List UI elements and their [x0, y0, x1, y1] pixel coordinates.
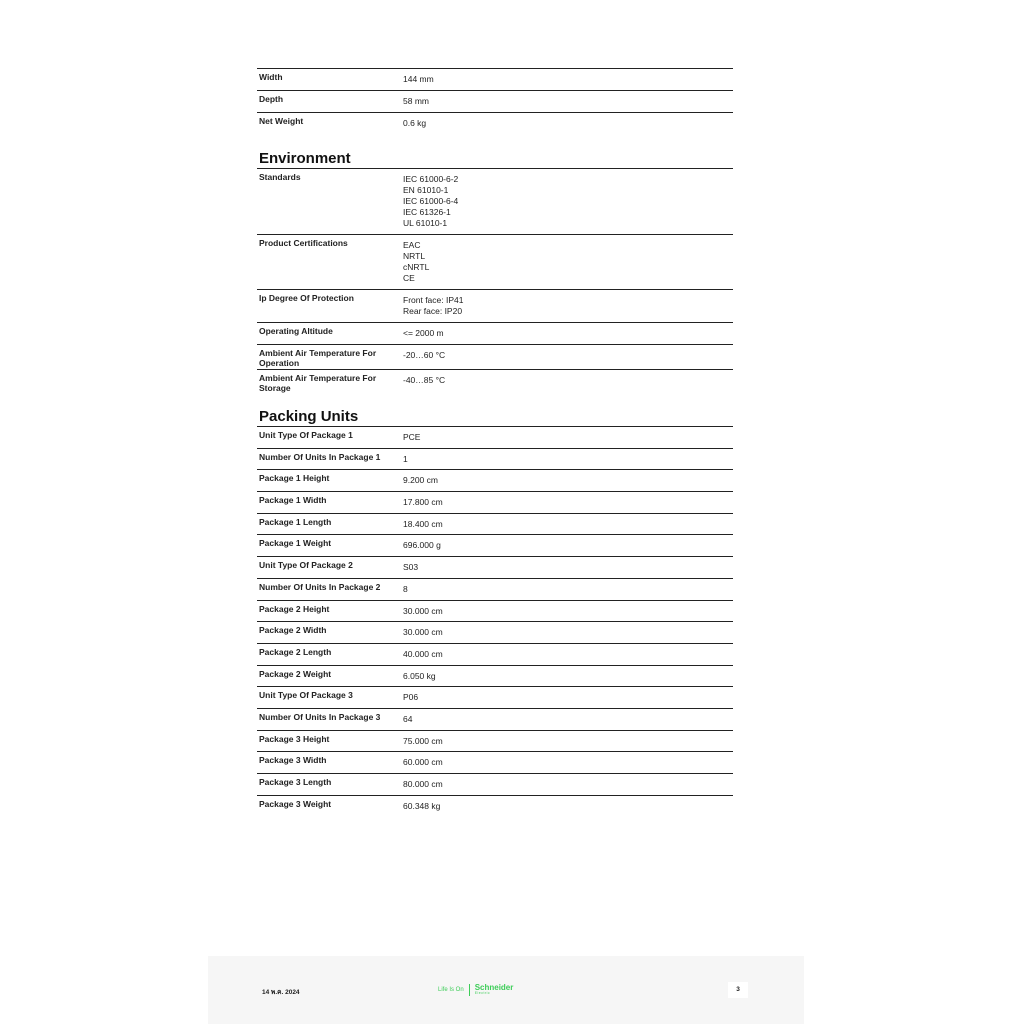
- spec-row: [257, 534, 733, 556]
- spec-value-line: PCE: [403, 432, 421, 442]
- spec-row: [257, 289, 733, 322]
- spec-label: Ambient Air Temperature For Storage: [259, 373, 377, 393]
- spec-value-line: cNRTL: [403, 262, 430, 272]
- spec-value: [403, 518, 733, 530]
- spec-value: [403, 294, 733, 317]
- spec-value-line: -20…60 °C: [403, 350, 446, 360]
- spec-row: [257, 751, 733, 773]
- spec-value: [403, 496, 733, 508]
- page-number: 3: [728, 982, 748, 998]
- spec-value: [403, 349, 733, 361]
- spec-value: [403, 626, 733, 638]
- spec-row: [257, 773, 733, 795]
- spec-value-line: IEC 61000-6-4: [403, 196, 459, 206]
- spec-value: [403, 173, 733, 229]
- spec-label: Operating Altitude: [259, 326, 333, 336]
- spec-value-line: Front face: IP41: [403, 295, 464, 305]
- spec-value-line: NRTL: [403, 251, 426, 261]
- spec-value-line: <= 2000 m: [403, 328, 444, 338]
- spec-value: [403, 474, 733, 486]
- dimensions-table: [257, 68, 733, 134]
- spec-row: [257, 68, 733, 90]
- spec-label: Product Certifications: [259, 238, 348, 248]
- spec-row: [257, 708, 733, 730]
- spec-value: [403, 691, 733, 703]
- spec-value: [403, 800, 733, 812]
- spec-label: Package 1 Height: [259, 473, 330, 484]
- spec-row: [257, 469, 733, 491]
- spec-value: [403, 605, 733, 617]
- spec-value-line: 30.000 cm: [403, 627, 443, 638]
- spec-label: Number Of Units In Package 2: [259, 581, 381, 592]
- spec-label: Package 1 Length: [259, 516, 332, 527]
- spec-value: [403, 431, 733, 443]
- spec-value-line: 30.000 cm: [403, 605, 443, 616]
- spec-value-line: 0.6 kg: [403, 118, 427, 128]
- spec-value-line: 6.050 kg: [403, 670, 436, 681]
- spec-value: [403, 778, 733, 790]
- spec-label: Package 1 Weight: [259, 538, 332, 549]
- spec-value-line: 1: [403, 453, 408, 464]
- spec-row: [257, 556, 733, 578]
- spec-label: Unit Type Of Package 3: [259, 690, 353, 701]
- spec-value-line: 60.000 cm: [403, 757, 443, 768]
- spec-label: Net Weight: [259, 116, 304, 126]
- spec-value: [403, 648, 733, 660]
- spec-value-line: UL 61010-1: [403, 218, 448, 228]
- spec-row: [257, 344, 733, 369]
- spec-value: [403, 670, 733, 682]
- spec-value-line: 80.000 cm: [403, 779, 443, 789]
- spec-row: [257, 234, 733, 289]
- spec-row: [257, 369, 733, 393]
- spec-row: [257, 322, 733, 344]
- spec-value: [403, 561, 733, 573]
- spec-value-line: IEC 61000-6-2: [403, 174, 459, 184]
- spec-row: [257, 426, 733, 448]
- spec-value-line: 17.800 cm: [403, 497, 443, 508]
- spec-label: Package 2 Length: [259, 646, 332, 657]
- spec-value-line: 696.000 g: [403, 540, 441, 551]
- spec-value: [403, 95, 733, 107]
- logo-sub: Electric: [474, 991, 491, 996]
- spec-value: [403, 327, 733, 339]
- schneider-logo: [475, 984, 514, 996]
- page-footer: [208, 956, 804, 1024]
- spec-row: [257, 513, 733, 535]
- spec-value-line: 60.348 kg: [403, 800, 441, 811]
- logo-name: Schneider: [474, 983, 514, 993]
- spec-value-line: EAC: [403, 240, 421, 250]
- spec-value: [403, 117, 733, 129]
- spec-value-line: 64: [403, 713, 413, 724]
- spec-value: [403, 735, 733, 747]
- footer-date: 14 พ.ค. 2024: [262, 989, 300, 996]
- packing-units-table: [257, 426, 733, 816]
- spec-label: Package 3 Weight: [259, 798, 332, 809]
- spec-label: Number Of Units In Package 1: [259, 451, 381, 462]
- spec-row: [257, 643, 733, 665]
- section-title-environment: Environment: [259, 150, 351, 167]
- spec-label: Package 3 Height: [259, 733, 330, 744]
- spec-label: Package 2 Width: [259, 625, 327, 636]
- spec-label: Package 2 Weight: [259, 668, 332, 679]
- spec-value-line: IEC 61326-1: [403, 207, 451, 217]
- spec-label: Unit Type Of Package 2: [259, 560, 353, 571]
- spec-label: Width: [259, 72, 283, 82]
- spec-value: [403, 713, 733, 725]
- section-title-packing-units: Packing Units: [259, 408, 359, 425]
- spec-label: Ambient Air Temperature For Operation: [259, 348, 377, 368]
- spec-row: [257, 90, 733, 112]
- spec-value-line: 40.000 cm: [403, 648, 443, 659]
- spec-row: [257, 730, 733, 752]
- spec-label: Package 3 Width: [259, 755, 327, 766]
- spec-value: [403, 539, 733, 551]
- spec-row: [257, 578, 733, 600]
- spec-label: Package 2 Height: [259, 603, 330, 614]
- spec-row: [257, 168, 733, 234]
- spec-row: [257, 600, 733, 622]
- spec-value-line: EN 61010-1: [403, 185, 449, 195]
- spec-value: [403, 374, 733, 386]
- spec-row: [257, 665, 733, 687]
- spec-value-line: 9.200 cm: [403, 475, 438, 486]
- spec-row: [257, 448, 733, 470]
- spec-label: Depth: [259, 94, 284, 104]
- spec-label: Unit Type Of Package 1: [259, 430, 353, 440]
- spec-value: [403, 756, 733, 768]
- spec-label: Package 3 Length: [259, 777, 332, 787]
- spec-value-line: S03: [403, 562, 419, 573]
- spec-value-line: Rear face: IP20: [403, 306, 463, 316]
- spec-value-line: -40…85 °C: [403, 375, 446, 385]
- spec-value: [403, 239, 733, 284]
- spec-value-line: 75.000 cm: [403, 735, 443, 746]
- spec-sheet: [257, 68, 733, 816]
- spec-value-line: 144 mm: [403, 74, 434, 84]
- footer-tagline: Life Is On: [438, 987, 464, 993]
- spec-value-line: P06: [403, 692, 419, 703]
- spec-value-line: 18.400 cm: [403, 518, 443, 529]
- footer-brand: [438, 984, 513, 996]
- spec-value: [403, 73, 733, 85]
- spec-value-line: 58 mm: [403, 96, 429, 106]
- spec-row: [257, 112, 733, 134]
- spec-value: [403, 583, 733, 595]
- spec-value-line: 8: [403, 583, 408, 594]
- environment-table: [257, 168, 733, 393]
- spec-value-line: CE: [403, 273, 415, 283]
- spec-label: Standards: [259, 172, 301, 182]
- spec-label: Ip Degree Of Protection: [259, 293, 354, 303]
- spec-row: [257, 686, 733, 708]
- spec-row: [257, 491, 733, 513]
- spec-row: [257, 795, 733, 817]
- spec-label: Package 1 Width: [259, 495, 327, 506]
- footer-divider: [469, 984, 470, 996]
- spec-value: [403, 453, 733, 465]
- spec-label: Number Of Units In Package 3: [259, 711, 381, 722]
- spec-row: [257, 621, 733, 643]
